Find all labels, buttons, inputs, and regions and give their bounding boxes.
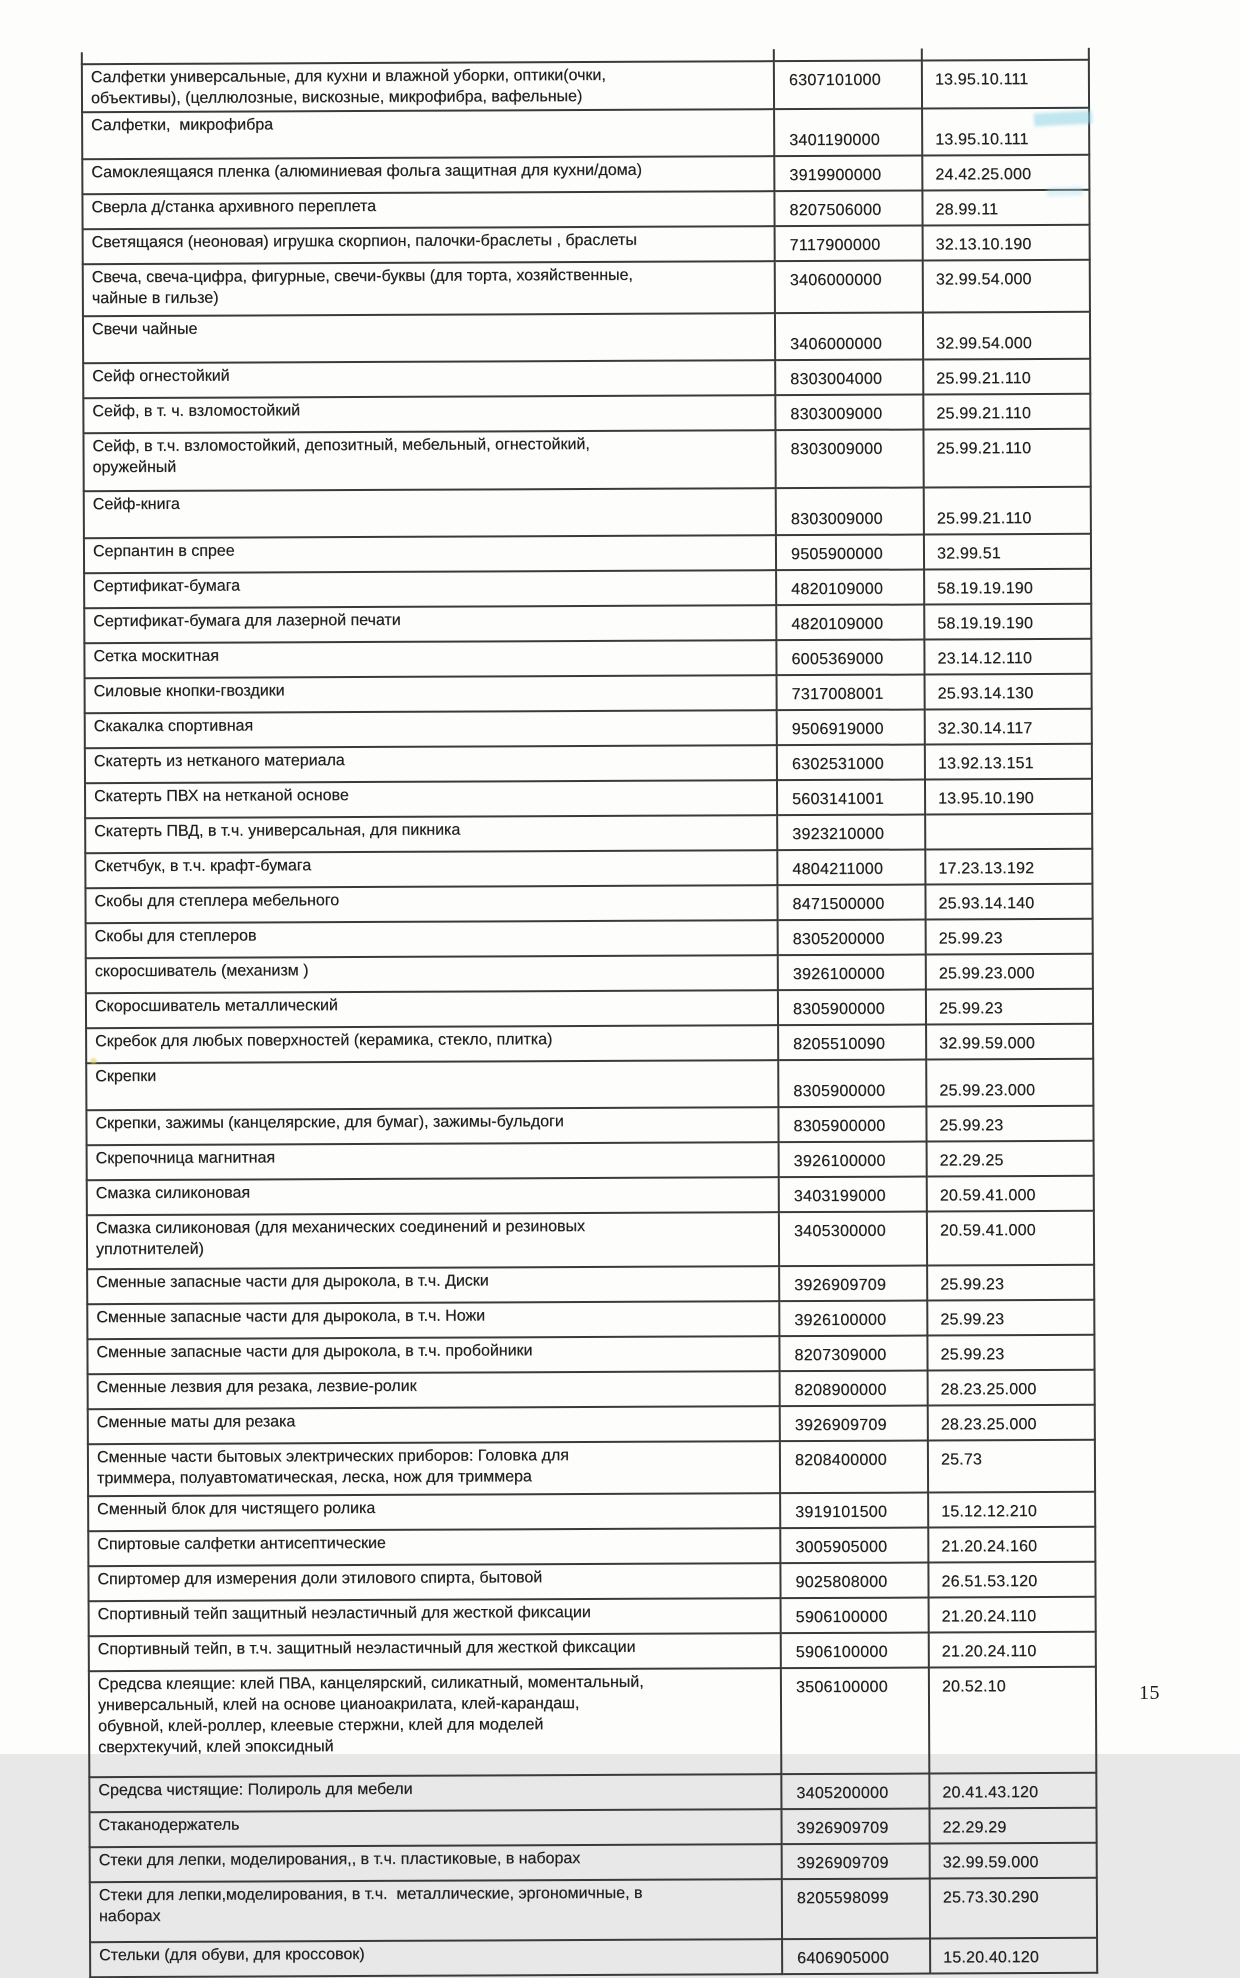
okpd-code-cell: 32.99.54.000 (923, 312, 1090, 360)
customs-code-cell: 3401190000 (774, 109, 922, 157)
product-name-cell: Сейф, в т. ч. взломостойкий (83, 395, 775, 433)
okpd-code-cell: 25.99.21.110 (923, 359, 1090, 395)
table-row (87, 1300, 1094, 1339)
table-row (82, 190, 1089, 229)
table-row (84, 639, 1091, 678)
okpd-code-cell: 25.93.14.140 (925, 884, 1092, 920)
okpd-code-cell: 25.73 (928, 1440, 1095, 1493)
okpd-code-cell: 21.20.24.160 (928, 1527, 1095, 1563)
table-row (85, 884, 1092, 923)
okpd-code-cell: 15.20.40.120 (930, 1938, 1097, 1974)
product-name-cell: Стельки (для обуви, для кроссовок) (90, 1939, 782, 1977)
table-row (84, 604, 1091, 643)
okpd-code-cell: 32.99.59.000 (926, 1024, 1093, 1060)
customs-code-cell: 9025808000 (780, 1563, 928, 1599)
okpd-code-cell: 15.12.12.210 (928, 1492, 1095, 1528)
product-name-cell: Средсва чистящие: Полироль для мебели (89, 1774, 781, 1812)
okpd-code-cell: 20.59.41.000 (927, 1176, 1094, 1212)
customs-code-cell: 4820109000 (776, 605, 924, 641)
product-name-cell: Сменные маты для резака (88, 1406, 780, 1444)
product-name-cell: Сменные запасные части для дырокола, в т.ч. Ножи (87, 1301, 779, 1339)
table-row (90, 1938, 1097, 1977)
customs-code-cell: 8305900000 (778, 1107, 926, 1143)
product-name-cell: Светящаяся (неоновая) игрушка скорпион, палочки-браслеты , браслеты (83, 226, 775, 264)
table-row (86, 954, 1093, 993)
okpd-code-cell: 25.99.23.000 (926, 954, 1093, 990)
product-name-cell: Сменные лезвия для резака, лезвие-ролик (88, 1371, 780, 1409)
customs-code-cell: 9506919000 (777, 710, 925, 746)
customs-code-cell: 3405200000 (781, 1774, 929, 1810)
customs-code-cell: 5906100000 (781, 1633, 929, 1669)
customs-code-cell: 8207506000 (774, 191, 922, 227)
product-name-cell: Сейф-книга (84, 488, 776, 538)
customs-code-cell: 3926909709 (779, 1266, 927, 1302)
table-row (87, 1176, 1094, 1215)
table-row (89, 1667, 1096, 1777)
table-row (82, 60, 1089, 112)
okpd-code-cell: 25.99.23 (927, 1300, 1094, 1336)
okpd-code-cell: 25.93.14.130 (925, 674, 1092, 710)
product-name-cell: Свечи чайные (83, 313, 775, 363)
okpd-code-cell: 17.23.13.192 (925, 849, 1092, 885)
table-row (88, 1440, 1095, 1496)
table-row (83, 429, 1090, 491)
okpd-code-cell: 21.20.24.110 (929, 1632, 1096, 1668)
okpd-code-cell: 32.30.14.117 (925, 709, 1092, 745)
customs-code-cell: 3926100000 (779, 1301, 927, 1337)
table-row (82, 108, 1089, 159)
table-row (85, 674, 1092, 713)
okpd-code-cell: 28.23.25.000 (928, 1405, 1095, 1441)
customs-code-cell: 3406000000 (775, 261, 923, 314)
product-name-cell: Сейф, в т.ч. взломостойкий, депозитный, мебельный, огнестойкий, оружейный (83, 430, 775, 491)
product-name-cell: Скоросшиватель металлический (86, 990, 778, 1028)
product-name-cell: Скатерть из нетканого материала (85, 745, 777, 783)
product-codes-table (81, 48, 1098, 1978)
okpd-code-cell: 22.29.25 (927, 1141, 1094, 1177)
okpd-code-cell: 25.99.23 (926, 919, 1093, 955)
okpd-code-cell: 25.99.23 (926, 1106, 1093, 1142)
table-row (86, 989, 1093, 1028)
table-row (87, 1335, 1094, 1374)
product-name-cell: Стеки для лепки, моделирования,, в т.ч. пластиковые, в наборах (90, 1844, 782, 1882)
customs-code-cell: 8303004000 (775, 360, 923, 396)
table-row (85, 744, 1092, 783)
product-name-cell: Скакалка спортивная (85, 710, 777, 748)
product-name-cell: Скатерть ПВД, в т.ч. универсальная, для пикника (85, 815, 777, 853)
okpd-code-cell: 32.99.59.000 (930, 1843, 1097, 1879)
okpd-code-cell: 32.99.51 (924, 534, 1091, 570)
customs-code-cell: 4804211000 (777, 850, 925, 886)
table-row (86, 1106, 1093, 1145)
customs-code-cell: 7117900000 (775, 226, 923, 262)
okpd-code-cell: 13.95.10.190 (925, 779, 1092, 815)
customs-code-cell: 3926909709 (782, 1844, 930, 1880)
product-name-cell: Сверла д/станка архивного переплета (82, 191, 774, 229)
okpd-code-cell: 25.99.21.110 (923, 429, 1090, 488)
product-name-cell: Скрепки (86, 1060, 778, 1110)
table-row (90, 1878, 1097, 1942)
product-name-cell: Свеча, свеча-цифра, фигурные, свечи-буквы (для торта, хозяйственные, чайные в гильзе) (83, 261, 775, 316)
customs-code-cell: 5906100000 (781, 1598, 929, 1634)
okpd-code-cell: 32.13.10.190 (923, 225, 1090, 261)
product-name-cell: Скетчбук, в т.ч. крафт-бумага (85, 850, 777, 888)
customs-code-cell: 8305200000 (778, 920, 926, 956)
okpd-code-cell: 25.99.21.110 (923, 394, 1090, 430)
product-name-cell: Скрепочница магнитная (87, 1142, 779, 1180)
okpd-code-cell: 13.92.13.151 (925, 744, 1092, 780)
table-row (84, 534, 1091, 573)
okpd-code-cell: 25.99.23 (926, 989, 1093, 1025)
customs-code-cell: 8205510090 (778, 1025, 926, 1061)
customs-code-cell: 8303009000 (776, 488, 924, 536)
product-name-cell: Скребок для любых поверхностей (керамика, стекло, плитка) (86, 1025, 778, 1063)
product-name-cell: Спортивный тейп защитный неэластичный для жесткой фиксации (89, 1598, 781, 1636)
okpd-code-cell: 25.73.30.290 (930, 1878, 1097, 1939)
customs-code-cell: 3403199000 (779, 1177, 927, 1213)
customs-code-cell: 8305900000 (778, 990, 926, 1026)
okpd-code-cell: 25.99.23.000 (926, 1059, 1093, 1107)
customs-code-cell: 5603141001 (777, 780, 925, 816)
customs-code-cell: 3919900000 (774, 156, 922, 192)
table-row (88, 1405, 1095, 1444)
table-row (89, 1773, 1096, 1812)
customs-code-cell: 8208900000 (780, 1371, 928, 1407)
customs-code-cell: 3506100000 (781, 1668, 929, 1775)
product-name-cell: Стаканодержатель (89, 1809, 781, 1847)
table-row (85, 779, 1092, 818)
table-row (88, 1527, 1095, 1566)
customs-code-cell: 3926909709 (780, 1406, 928, 1442)
stub-cell (922, 48, 1089, 61)
table-row (88, 1370, 1095, 1409)
product-name-cell: Спортивный тейп, в т.ч. защитный неэластичный для жесткой фиксации (89, 1633, 781, 1671)
table-row (83, 225, 1090, 264)
product-name-cell: Самоклеящаяся пленка (алюминиевая фольга защитная для кухни/дома) (82, 156, 774, 194)
customs-code-cell: 3919101500 (780, 1493, 928, 1529)
customs-code-cell: 3926100000 (779, 1142, 927, 1178)
customs-code-cell: 8205598099 (782, 1879, 930, 1940)
page-number: 15 (1139, 1682, 1160, 1704)
product-name-cell: Салфетки универсальные, для кухни и влажной уборки, оптики(очки, объективы), (целлюлозные, вискозные, микрофибра, вафельные) (82, 61, 774, 112)
product-name-cell: Сменный блок для чистящего ролика (88, 1493, 780, 1531)
customs-code-cell: 8303009000 (775, 430, 923, 489)
okpd-code-cell: 21.20.24.110 (929, 1597, 1096, 1633)
product-name-cell: Смазка силиконовая (для механических соединений и резиновых уплотнителей) (87, 1212, 779, 1269)
okpd-code-cell: 22.29.29 (929, 1808, 1096, 1844)
okpd-code-cell (925, 814, 1092, 850)
table-row (84, 487, 1091, 538)
product-name-cell: Сертификат-бумага (84, 570, 776, 608)
table-row (87, 1211, 1094, 1269)
product-name-cell: Скобы для степлера мебельного (85, 885, 777, 923)
okpd-code-cell: 28.99.11 (922, 190, 1089, 226)
customs-code-cell: 4820109000 (776, 570, 924, 606)
customs-code-cell: 6406905000 (782, 1939, 930, 1975)
table-row (89, 1632, 1096, 1671)
product-name-cell: Скобы для степлеров (86, 920, 778, 958)
table-row (83, 359, 1090, 398)
table-row (90, 1843, 1097, 1882)
table-row (85, 849, 1092, 888)
customs-code-cell: 3405300000 (779, 1212, 927, 1267)
product-name-cell: Силовые кнопки-гвоздики (85, 675, 777, 713)
product-name-cell: Скрепки, зажимы (канцелярские, для бумаг), зажимы-бульдоги (86, 1107, 778, 1145)
table-row (87, 1141, 1094, 1180)
product-name-cell: скоросшиватель (механизм ) (86, 955, 778, 993)
okpd-code-cell: 32.99.54.000 (923, 260, 1090, 313)
table-row (83, 260, 1090, 316)
table-row (89, 1597, 1096, 1636)
table-body (82, 48, 1097, 1977)
product-name-cell: Средсва клеящие: клей ПВА, канцелярский, силикатный, моментальный, универсальный, клей на основе цианоакрилата, клей-карандаш, обувной, клей-роллер, клеевые стержни, клей для моделей сверхтекучий, клей эпоксидный (89, 1668, 781, 1777)
okpd-code-cell: 20.41.43.120 (929, 1773, 1096, 1809)
product-name-cell: Сертификат-бумага для лазерной печати (84, 605, 776, 643)
okpd-code-cell: 28.23.25.000 (928, 1370, 1095, 1406)
product-name-cell: Сетка москитная (84, 640, 776, 678)
customs-code-cell: 8208400000 (780, 1441, 928, 1494)
customs-code-cell: 6005369000 (776, 640, 924, 676)
product-name-cell: Сменные запасные части для дырокола, в т.ч. пробойники (87, 1336, 779, 1374)
table-row (85, 709, 1092, 748)
table-row (83, 394, 1090, 433)
product-name-cell: Скатерть ПВХ на нетканой основе (85, 780, 777, 818)
customs-code-cell: 3926909709 (781, 1809, 929, 1845)
customs-code-cell: 8207309000 (779, 1336, 927, 1372)
table-row (85, 814, 1092, 853)
okpd-code-cell: 25.99.23 (927, 1335, 1094, 1371)
customs-code-cell: 6302531000 (777, 745, 925, 781)
okpd-code-cell: 20.52.10 (929, 1667, 1096, 1774)
product-name-cell: Сменные части бытовых электрических приборов: Головка для триммера, полуавтоматическая, леска, нож для триммера (88, 1441, 780, 1496)
table-row (83, 312, 1090, 363)
table-row (84, 569, 1091, 608)
okpd-code-cell: 13.95.10.111 (922, 108, 1089, 156)
table-row (88, 1492, 1095, 1531)
product-name-cell: Спиртомер для измерения доли этилового спирта, бытовой (88, 1563, 780, 1601)
table-row (89, 1808, 1096, 1847)
product-name-cell: Спиртовые салфетки антисептические (88, 1528, 780, 1566)
okpd-code-cell: 58.19.19.190 (924, 604, 1091, 640)
okpd-code-cell: 25.99.21.110 (924, 487, 1091, 535)
table-row (86, 1024, 1093, 1063)
table-row (88, 1562, 1095, 1601)
product-name-cell: Смазка силиконовая (87, 1177, 779, 1215)
okpd-code-cell: 26.51.53.120 (928, 1562, 1095, 1598)
customs-code-cell: 3406000000 (775, 313, 923, 361)
customs-code-cell: 3005905000 (780, 1528, 928, 1564)
customs-code-cell: 8471500000 (777, 885, 925, 921)
customs-code-cell: 6307101000 (774, 61, 922, 110)
okpd-code-cell: 24.42.25.000 (922, 155, 1089, 191)
product-name-cell: Салфетки, микрофибра (82, 109, 774, 159)
product-name-cell: Сменные запасные части для дырокола, в т.ч. Диски (87, 1266, 779, 1304)
table-row (87, 1265, 1094, 1304)
customs-code-cell: 9505900000 (776, 535, 924, 571)
customs-code-cell: 3923210000 (777, 815, 925, 851)
customs-code-cell: 7317008001 (777, 675, 925, 711)
customs-code-cell: 3926100000 (778, 955, 926, 991)
table-row (86, 1059, 1093, 1110)
product-name-cell: Сейф огнестойкий (83, 360, 775, 398)
product-name-cell: Серпантин в спрее (84, 535, 776, 573)
product-name-cell: Стеки для лепки,моделирования, в т.ч. металлические, эргономичные, в наборах (90, 1879, 782, 1942)
table-row (82, 155, 1089, 194)
okpd-code-cell: 20.59.41.000 (927, 1211, 1094, 1266)
okpd-code-cell: 13.95.10.111 (922, 60, 1089, 109)
table-row (86, 919, 1093, 958)
okpd-code-cell: 25.99.23 (927, 1265, 1094, 1301)
stub-cell (774, 49, 922, 62)
customs-code-cell: 8305900000 (778, 1060, 926, 1108)
okpd-code-cell: 58.19.19.190 (924, 569, 1091, 605)
okpd-code-cell: 23.14.12.110 (924, 639, 1091, 675)
customs-code-cell: 8303009000 (775, 395, 923, 431)
